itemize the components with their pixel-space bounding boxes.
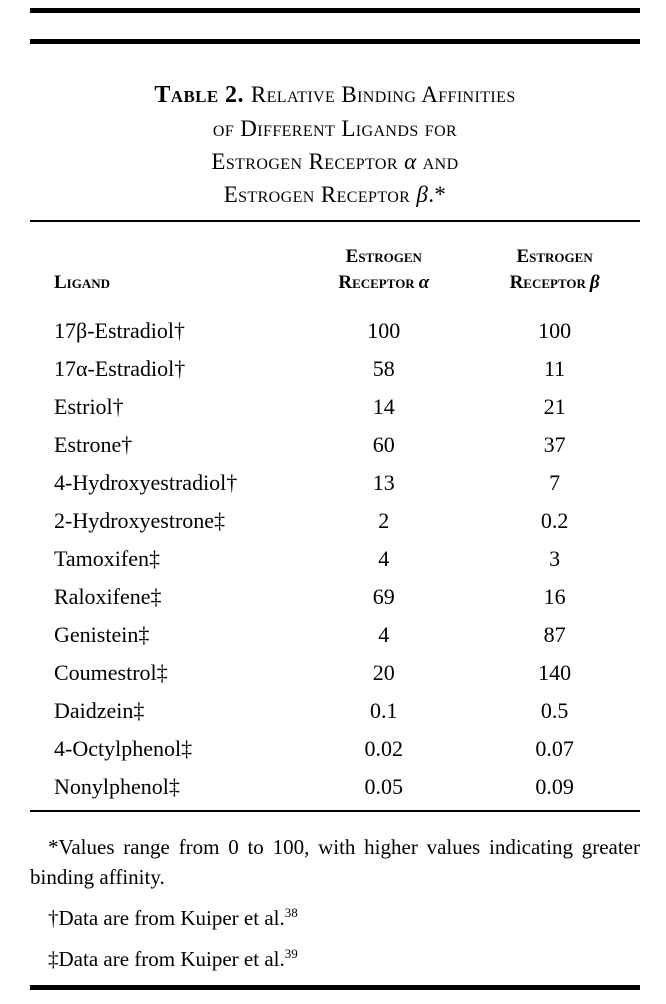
binding-affinity-table [30, 244, 640, 806]
er-beta-value-cell: 16 [543, 584, 566, 609]
er-alpha-value-cell: 60 [372, 432, 395, 457]
table-row [30, 464, 640, 502]
body-bottom-rule [30, 810, 640, 812]
er-alpha-value-cell: 100 [367, 318, 401, 343]
er-alpha-column-header [298, 244, 469, 312]
ligand-cell: Coumestrol‡ [54, 660, 168, 685]
er-beta-value-cell: 87 [543, 622, 566, 647]
top-inner-rule [30, 39, 640, 44]
er-beta-header-line-1: Estrogen [516, 246, 593, 267]
alpha-symbol: α [418, 272, 430, 293]
header-row [30, 244, 640, 312]
title-line-4-suffix: .* [428, 182, 447, 207]
er-beta-value-cell: 0.07 [535, 736, 574, 761]
table-row [30, 768, 640, 806]
ligand-cell: Genistein‡ [54, 622, 150, 647]
title-line-3-text: Estrogen Receptor [211, 149, 405, 174]
table-row [30, 730, 640, 768]
ligand-cell: Estriol† [54, 394, 124, 419]
beta-symbol: β [589, 272, 600, 293]
er-alpha-value-cell: 0.05 [364, 774, 404, 799]
ligand-cell: 17α-Estradiol† [54, 356, 186, 381]
ligand-column-header: Ligand [54, 272, 111, 293]
footnote-double-dagger-text: ‡Data are from Kuiper et al. [48, 947, 285, 971]
footnote-dagger-text: †Data are from Kuiper et al. [48, 906, 285, 930]
table-header [30, 244, 640, 312]
table-row [30, 312, 640, 350]
ligand-cell: Raloxifene‡ [54, 584, 162, 609]
table-title [30, 78, 640, 211]
er-alpha-value-cell: 2 [378, 508, 390, 533]
title-line-4 [30, 178, 640, 211]
er-alpha-value-cell: 13 [372, 470, 395, 495]
er-alpha-value-cell: 0.02 [364, 736, 404, 761]
title-line-2: of Different Ligands for [212, 116, 458, 141]
top-outer-rule [30, 8, 640, 13]
reference-superscript-39: 39 [284, 946, 298, 961]
table-row [30, 350, 640, 388]
affinity-table-body [30, 312, 640, 806]
ligand-cell: 4-Hydroxyestradiol† [54, 470, 238, 495]
header-top-rule [30, 220, 640, 222]
alpha-symbol: α [404, 149, 417, 174]
table-row [30, 692, 640, 730]
footnotes [30, 832, 640, 974]
ligand-cell: Estrone† [54, 432, 133, 457]
table-number-label: Table 2. [154, 82, 244, 108]
er-alpha-value-cell: 0.1 [370, 698, 398, 723]
er-alpha-value-cell: 4 [378, 546, 390, 571]
title-line-1-text: Relative Binding Affinities [250, 82, 516, 107]
er-alpha-value-cell: 4 [378, 622, 390, 647]
table-row [30, 616, 640, 654]
er-alpha-header-line-1: Estrogen [345, 246, 422, 267]
er-beta-value-cell: 0.5 [540, 698, 569, 723]
footnote-double-dagger [30, 944, 640, 974]
ligand-cell: 2-Hydroxyestrone‡ [54, 508, 226, 533]
title-line-1 [30, 78, 640, 112]
table-row [30, 578, 640, 616]
er-beta-value-cell: 140 [538, 660, 572, 685]
beta-symbol: β [416, 182, 429, 207]
ligand-cell: 17β-Estradiol† [54, 318, 185, 343]
title-line-4-text: Estrogen Receptor [223, 182, 417, 207]
table-row [30, 388, 640, 426]
bottom-rule [30, 985, 640, 990]
ligand-cell: Daidzein‡ [54, 698, 145, 723]
reference-superscript-38: 38 [284, 905, 298, 920]
ligand-cell: Tamoxifen‡ [54, 546, 160, 571]
er-alpha-value-cell: 20 [372, 660, 395, 685]
footnote-dagger [30, 903, 640, 933]
table-row [30, 426, 640, 464]
er-beta-value-cell: 0.09 [535, 774, 574, 799]
er-beta-value-cell: 0.2 [540, 508, 569, 533]
er-beta-value-cell: 11 [544, 356, 566, 381]
er-alpha-value-cell: 69 [372, 584, 395, 609]
footnote-values-range: *Values range from 0 to 100, with higher values indicating greater binding affinity. [30, 835, 640, 889]
er-beta-value-cell: 7 [549, 470, 561, 495]
ligand-cell: 4-Octylphenol‡ [54, 736, 193, 761]
table-row [30, 654, 640, 692]
er-beta-column-header [469, 244, 640, 312]
ligand-cell: Nonylphenol‡ [54, 774, 180, 799]
er-beta-header-line-2: Receptor [509, 272, 586, 293]
er-beta-value-cell: 3 [549, 546, 561, 571]
er-beta-value-cell: 100 [538, 318, 572, 343]
title-line-3 [30, 145, 640, 178]
er-alpha-header-line-2: Receptor [338, 272, 415, 293]
table-row [30, 502, 640, 540]
er-alpha-value-cell: 14 [372, 394, 395, 419]
er-beta-value-cell: 37 [543, 432, 566, 457]
table-row [30, 540, 640, 578]
title-line-3-suffix: and [416, 149, 459, 174]
er-alpha-value-cell: 58 [372, 356, 395, 381]
er-beta-value-cell: 21 [543, 394, 566, 419]
